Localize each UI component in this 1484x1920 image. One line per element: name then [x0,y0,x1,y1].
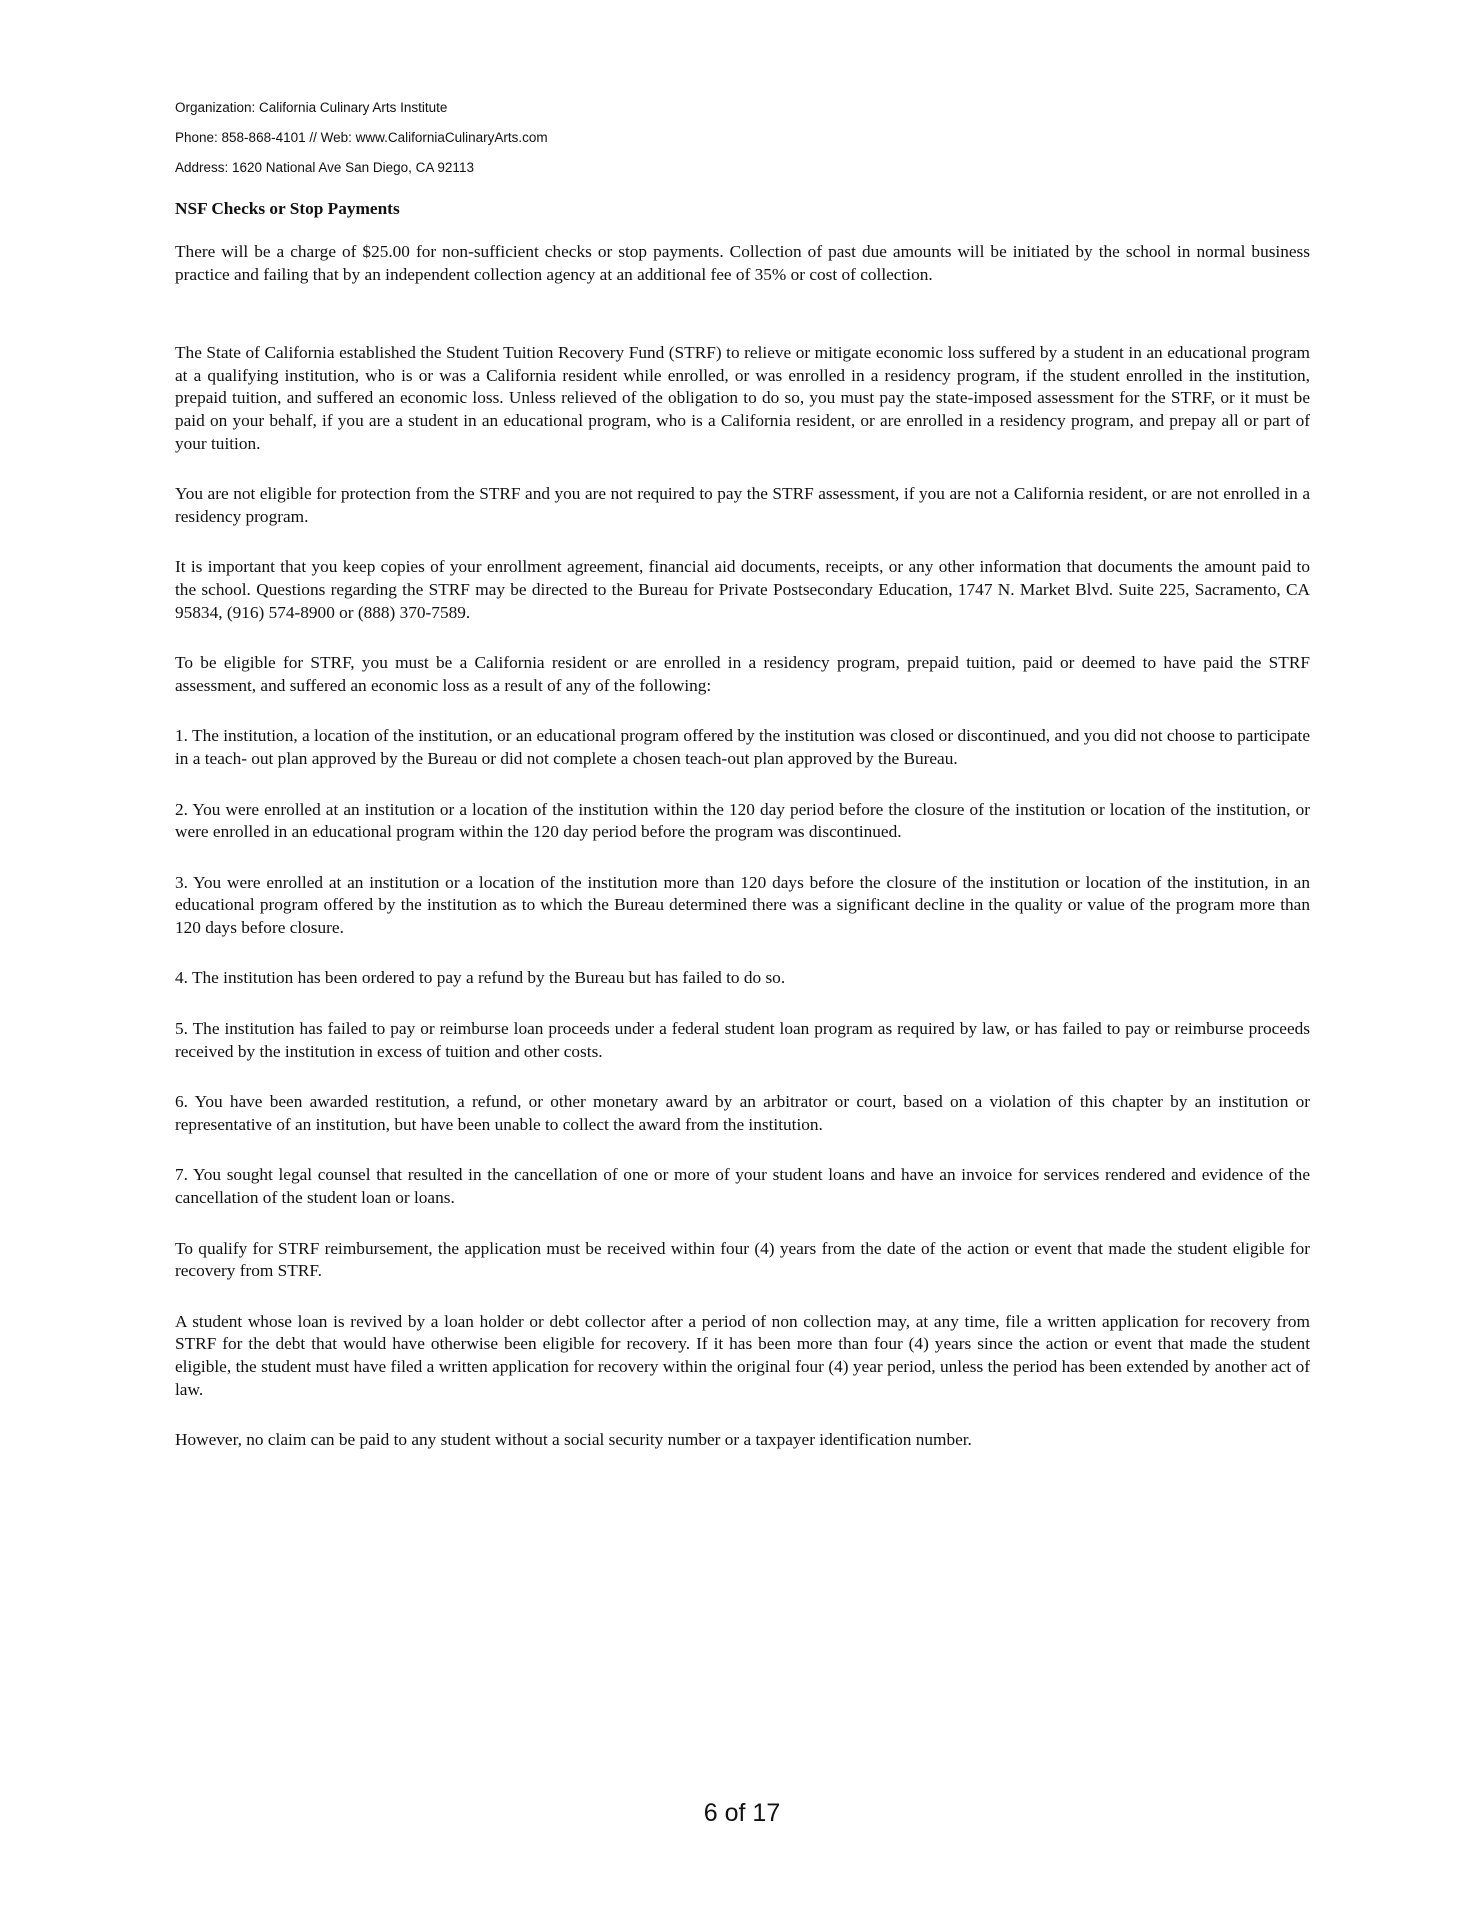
phone-web-line: Phone: 858-868-4101 // Web: www.CaliforniaCulinaryArts.com [175,130,548,145]
document-body [175,198,1310,1480]
list-item-3: 3. You were enrolled at an institution or a location of the institution more than 120 days before the closure of the institution or location of the institution, in an educational program offered by the institution as to which the Bureau determined there was a significant decline in the quality or value of the program more than 120 days before closure. [175,872,1310,937]
document-header [175,93,548,183]
list-item-4: 4. The institution has been ordered to pay a refund by the Bureau but has failed to do so. [175,968,786,988]
list-item-2: 2. You were enrolled at an institution or a location of the institution within the 120 day period before the closure of the institution or location of the institution, or were enrolled in an educational program within the 120 day period before the program was discontinued. [175,799,1310,842]
nsf-paragraph: There will be a charge of $25.00 for non-sufficient checks or stop payments. Collection of past due amounts will be initiated by the school in normal business practice and failing that by an independent collection agency at an additional fee of 35% or cost of collection. [175,242,1310,284]
strf-intro-paragraph: The State of California established the Student Tuition Recovery Fund (STRF) to relieve or mitigate economic loss suffered by a student in an educational program at a qualifying institution, who is or was a California resident while enrolled, or was enrolled in a residency program, if the student enrolled in the institution, prepaid tuition, and suffered an economic loss. Unless relieved of the obligation to do so, you must pay the state-imposed assessment for the STRF, or it must be paid on your behalf, if you are a student in an educational program, who is a California resident, or are enrolled in a residency program, and prepay all or part of your tuition. [175,343,1310,453]
address-line: Address: 1620 National Ave San Diego, CA 92113 [175,160,474,175]
ssn-requirement-paragraph: However, no claim can be paid to any student without a social security number or a taxpayer identification number. [175,1430,972,1450]
list-item-5: 5. The institution has failed to pay or reimburse loan proceeds under a federal student loan program as required by law, or has failed to pay or reimburse proceeds received by the institution in excess of tuition and other costs. [175,1019,1310,1061]
strf-criteria-paragraph: To be eligible for STRF, you must be a California resident or are enrolled in a residency program, prepaid tuition, paid or deemed to have paid the STRF assessment, and suffered an economic loss as a result of any of the following: [175,653,1310,695]
list-item-6: 6. You have been awarded restitution, a refund, or other monetary award by an arbitrator or court, based on a violation of this chapter by an institution or representative of an institution, but have been unable to collect the award from the institution. [175,1092,1310,1134]
section-heading: NSF Checks or Stop Payments [175,199,400,218]
organization-line: Organization: California Culinary Arts Institute [175,100,448,115]
page-number: 6 of 17 [703,1799,781,1827]
strf-eligibility-paragraph: You are not eligible for protection from the STRF and you are not required to pay the STRF assessment, if you are not a California resident, or are not enrolled in a residency program. [175,484,1310,526]
revived-loan-paragraph: A student whose loan is revived by a loan holder or debt collector after a period of non collection may, at any time, file a written application for recovery from STRF for the debt that would have otherwise been eligible for recovery. If it has been more than four (4) years since the action or event that made the student eligible, the student must have filed a written application for recovery within the original four (4) year period, unless the period has been extended by another act of law. [175,1311,1310,1399]
list-item-1: 1. The institution, a location of the institution, or an educational program offered by the institution was closed or discontinued, and you did not choose to participate in a teach- out plan approved by the Bureau or did not complete a chosen teach-out plan approved by the Bureau. [175,726,1310,768]
strf-records-paragraph: It is important that you keep copies of your enrollment agreement, financial aid documents, receipts, or any other information that documents the amount paid to the school. Questions regarding the STRF may be directed to the Bureau for Private Postsecondary Education, 1747 N. Market Blvd. Suite 225, Sacramento, CA 95834, (916) 574-8900 or (888) 370-7589. [175,557,1310,622]
list-item-7: 7. You sought legal counsel that resulted in the cancellation of one or more of your student loans and have an invoice for services rendered and evidence of the cancellation of the student loan or loans. [175,1165,1310,1208]
strf-deadline-paragraph: To qualify for STRF reimbursement, the application must be received within four (4) years from the date of the action or event that made the student eligible for recovery from STRF. [175,1238,1310,1281]
